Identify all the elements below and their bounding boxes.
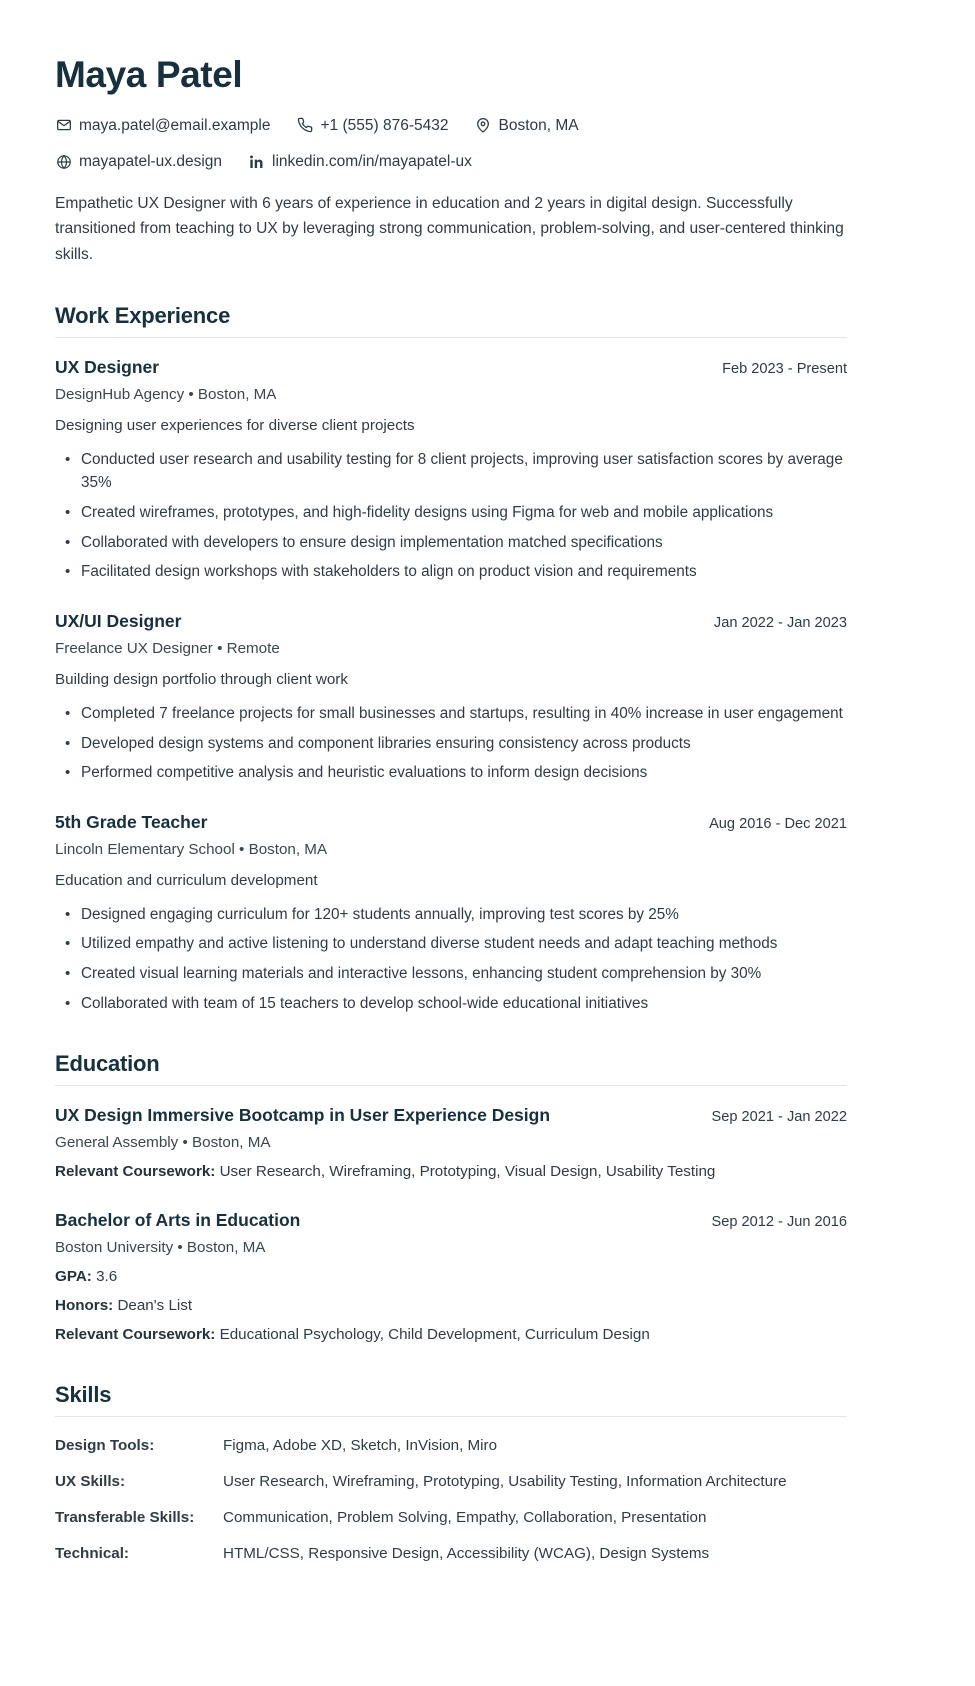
job-dates: Feb 2023 - Present [722, 360, 847, 377]
job-bullet: • Created visual learning materials and interactive lessons, enhancing student comprehension by 30% [77, 962, 847, 986]
section-divider [55, 1085, 847, 1086]
job-title: UX/UI Designer [55, 611, 182, 632]
job-dates: Aug 2016 - Dec 2021 [709, 815, 847, 832]
job-title: 5th Grade Teacher [55, 811, 208, 832]
detail-label: GPA: [55, 1267, 92, 1285]
skill-values: Communication, Problem Solving, Empathy, Collaboration, Presentation [223, 1508, 707, 1526]
school-location: General Assembly • Boston, MA [55, 1134, 271, 1152]
job-description: Building design portfolio through client work [55, 670, 348, 688]
school-location: Boston University • Boston, MA [55, 1238, 266, 1256]
email-icon [55, 117, 72, 134]
contact-row-secondary [55, 150, 847, 173]
skill-category: Transferable Skills: [55, 1508, 195, 1526]
job-company-location: DesignHub Agency • Boston, MA [55, 385, 277, 403]
section-divider [55, 337, 847, 338]
degree-dates: Sep 2012 - Jun 2016 [711, 1214, 847, 1231]
skills-row [55, 1471, 847, 1507]
location-pin-icon [474, 117, 491, 134]
candidate-name: Maya Patel [55, 54, 243, 95]
job-description: Education and curriculum development [55, 871, 318, 889]
job-bullet-list [55, 903, 847, 1016]
skills-table [55, 1435, 847, 1565]
skills-row [55, 1435, 847, 1471]
job-company-location: Freelance UX Designer • Remote [55, 639, 280, 657]
detail-value: Educational Psychology, Child Development, Curriculum Design [215, 1325, 650, 1343]
job-bullet-list [55, 702, 847, 785]
section-title-work: Work Experience [55, 302, 231, 328]
contact-phone-text: +1 (555) 876-5432 [320, 116, 449, 134]
education-detail [55, 1161, 847, 1183]
job-bullet-list [55, 448, 847, 585]
job-bullet: • Completed 7 freelance projects for small businesses and startups, resulting in 40% increase in user engagement [77, 702, 847, 726]
work-entry [55, 356, 847, 584]
section-title-education: Education [55, 1051, 160, 1077]
contact-phone[interactable] [297, 114, 449, 137]
work-entry [55, 610, 847, 785]
education-entry [55, 1209, 847, 1346]
job-bullet: • Performed competitive analysis and heuristic evaluations to inform design decisions [77, 761, 847, 785]
education-section [55, 1051, 847, 1345]
contact-row-primary [55, 114, 847, 137]
detail-label: Relevant Coursework: [55, 1325, 216, 1343]
contact-website-text: mayapatel-ux.design [79, 152, 223, 170]
job-title: UX Designer [55, 356, 160, 377]
skill-values: Figma, Adobe XD, Sketch, InVision, Miro [223, 1436, 498, 1454]
section-divider [55, 1416, 847, 1417]
job-description: Designing user experiences for diverse client projects [55, 416, 415, 434]
work-entry [55, 811, 847, 1016]
globe-icon [55, 153, 72, 170]
contact-email[interactable] [55, 114, 271, 137]
professional-summary: Empathetic UX Designer with 6 years of experience in education and 2 years in digital design. Successfully transitioned from teaching to UX by leveraging strong communication, problem-solving, and user-centered thinking skills. [55, 195, 844, 263]
education-detail-honors [55, 1295, 847, 1317]
degree-dates: Sep 2021 - Jan 2022 [711, 1109, 847, 1126]
entry-header [55, 811, 847, 835]
job-bullet: • Utilized empathy and active listening to understand diverse student needs and adapt teaching methods [77, 932, 847, 956]
skill-category: UX Skills: [55, 1472, 126, 1490]
job-bullet: • Collaborated with developers to ensure design implementation matched specifications [77, 531, 847, 555]
detail-value: 3.6 [91, 1267, 118, 1285]
degree-title: UX Design Immersive Bootcamp in User Experience Design [55, 1105, 551, 1126]
detail-value: Dean's List [113, 1296, 193, 1314]
section-title-skills: Skills [55, 1381, 112, 1407]
detail-label: Honors: [55, 1296, 114, 1314]
contact-linkedin-text: linkedin.com/in/mayapatel-ux [272, 152, 472, 170]
contact-email-text: maya.patel@email.example [79, 116, 271, 134]
work-experience-section [55, 303, 847, 1016]
job-bullet: • Created wireframes, prototypes, and high-fidelity designs using Figma for web and mobile applications [77, 501, 847, 525]
education-detail-coursework [55, 1324, 847, 1346]
education-detail-gpa [55, 1266, 847, 1288]
contact-website[interactable] [55, 150, 222, 173]
entry-header [55, 1104, 847, 1128]
degree-title: Bachelor of Arts in Education [55, 1210, 301, 1231]
phone-icon [297, 117, 314, 134]
education-entry [55, 1104, 847, 1183]
job-bullet: • Conducted user research and usability testing for 8 client projects, improving user satisfaction scores by average 35% [77, 448, 847, 495]
skill-category: Design Tools: [55, 1436, 155, 1454]
detail-value: User Research, Wireframing, Prototyping, Visual Design, Usability Testing [215, 1163, 716, 1181]
job-dates: Jan 2022 - Jan 2023 [713, 615, 847, 632]
job-bullet: • Collaborated with team of 15 teachers to develop school-wide educational initiatives [77, 992, 847, 1016]
skills-row [55, 1543, 847, 1565]
job-bullet: • Facilitated design workshops with stakeholders to align on product vision and requirements [77, 560, 847, 584]
skills-row [55, 1507, 847, 1543]
job-company-location: Lincoln Elementary School • Boston, MA [55, 840, 328, 858]
skill-values: User Research, Wireframing, Prototyping, Usability Testing, Information Architecture [223, 1472, 787, 1490]
contact-location [474, 114, 578, 137]
entry-header [55, 1209, 847, 1233]
entry-header [55, 610, 847, 634]
contact-location-text: Boston, MA [498, 116, 579, 134]
contact-linkedin[interactable] [248, 150, 472, 173]
linkedin-icon [248, 153, 265, 170]
detail-label: Relevant Coursework: [55, 1163, 216, 1181]
job-bullet: • Developed design systems and component libraries ensuring consistency across products [77, 732, 847, 756]
skill-values: HTML/CSS, Responsive Design, Accessibility (WCAG), Design Systems [223, 1544, 710, 1562]
entry-header [55, 356, 847, 380]
skills-section [55, 1382, 847, 1565]
skill-category: Technical: [55, 1544, 129, 1562]
job-bullet: • Designed engaging curriculum for 120+ students annually, improving test scores by 25% [77, 903, 847, 927]
resume-header [55, 55, 847, 267]
